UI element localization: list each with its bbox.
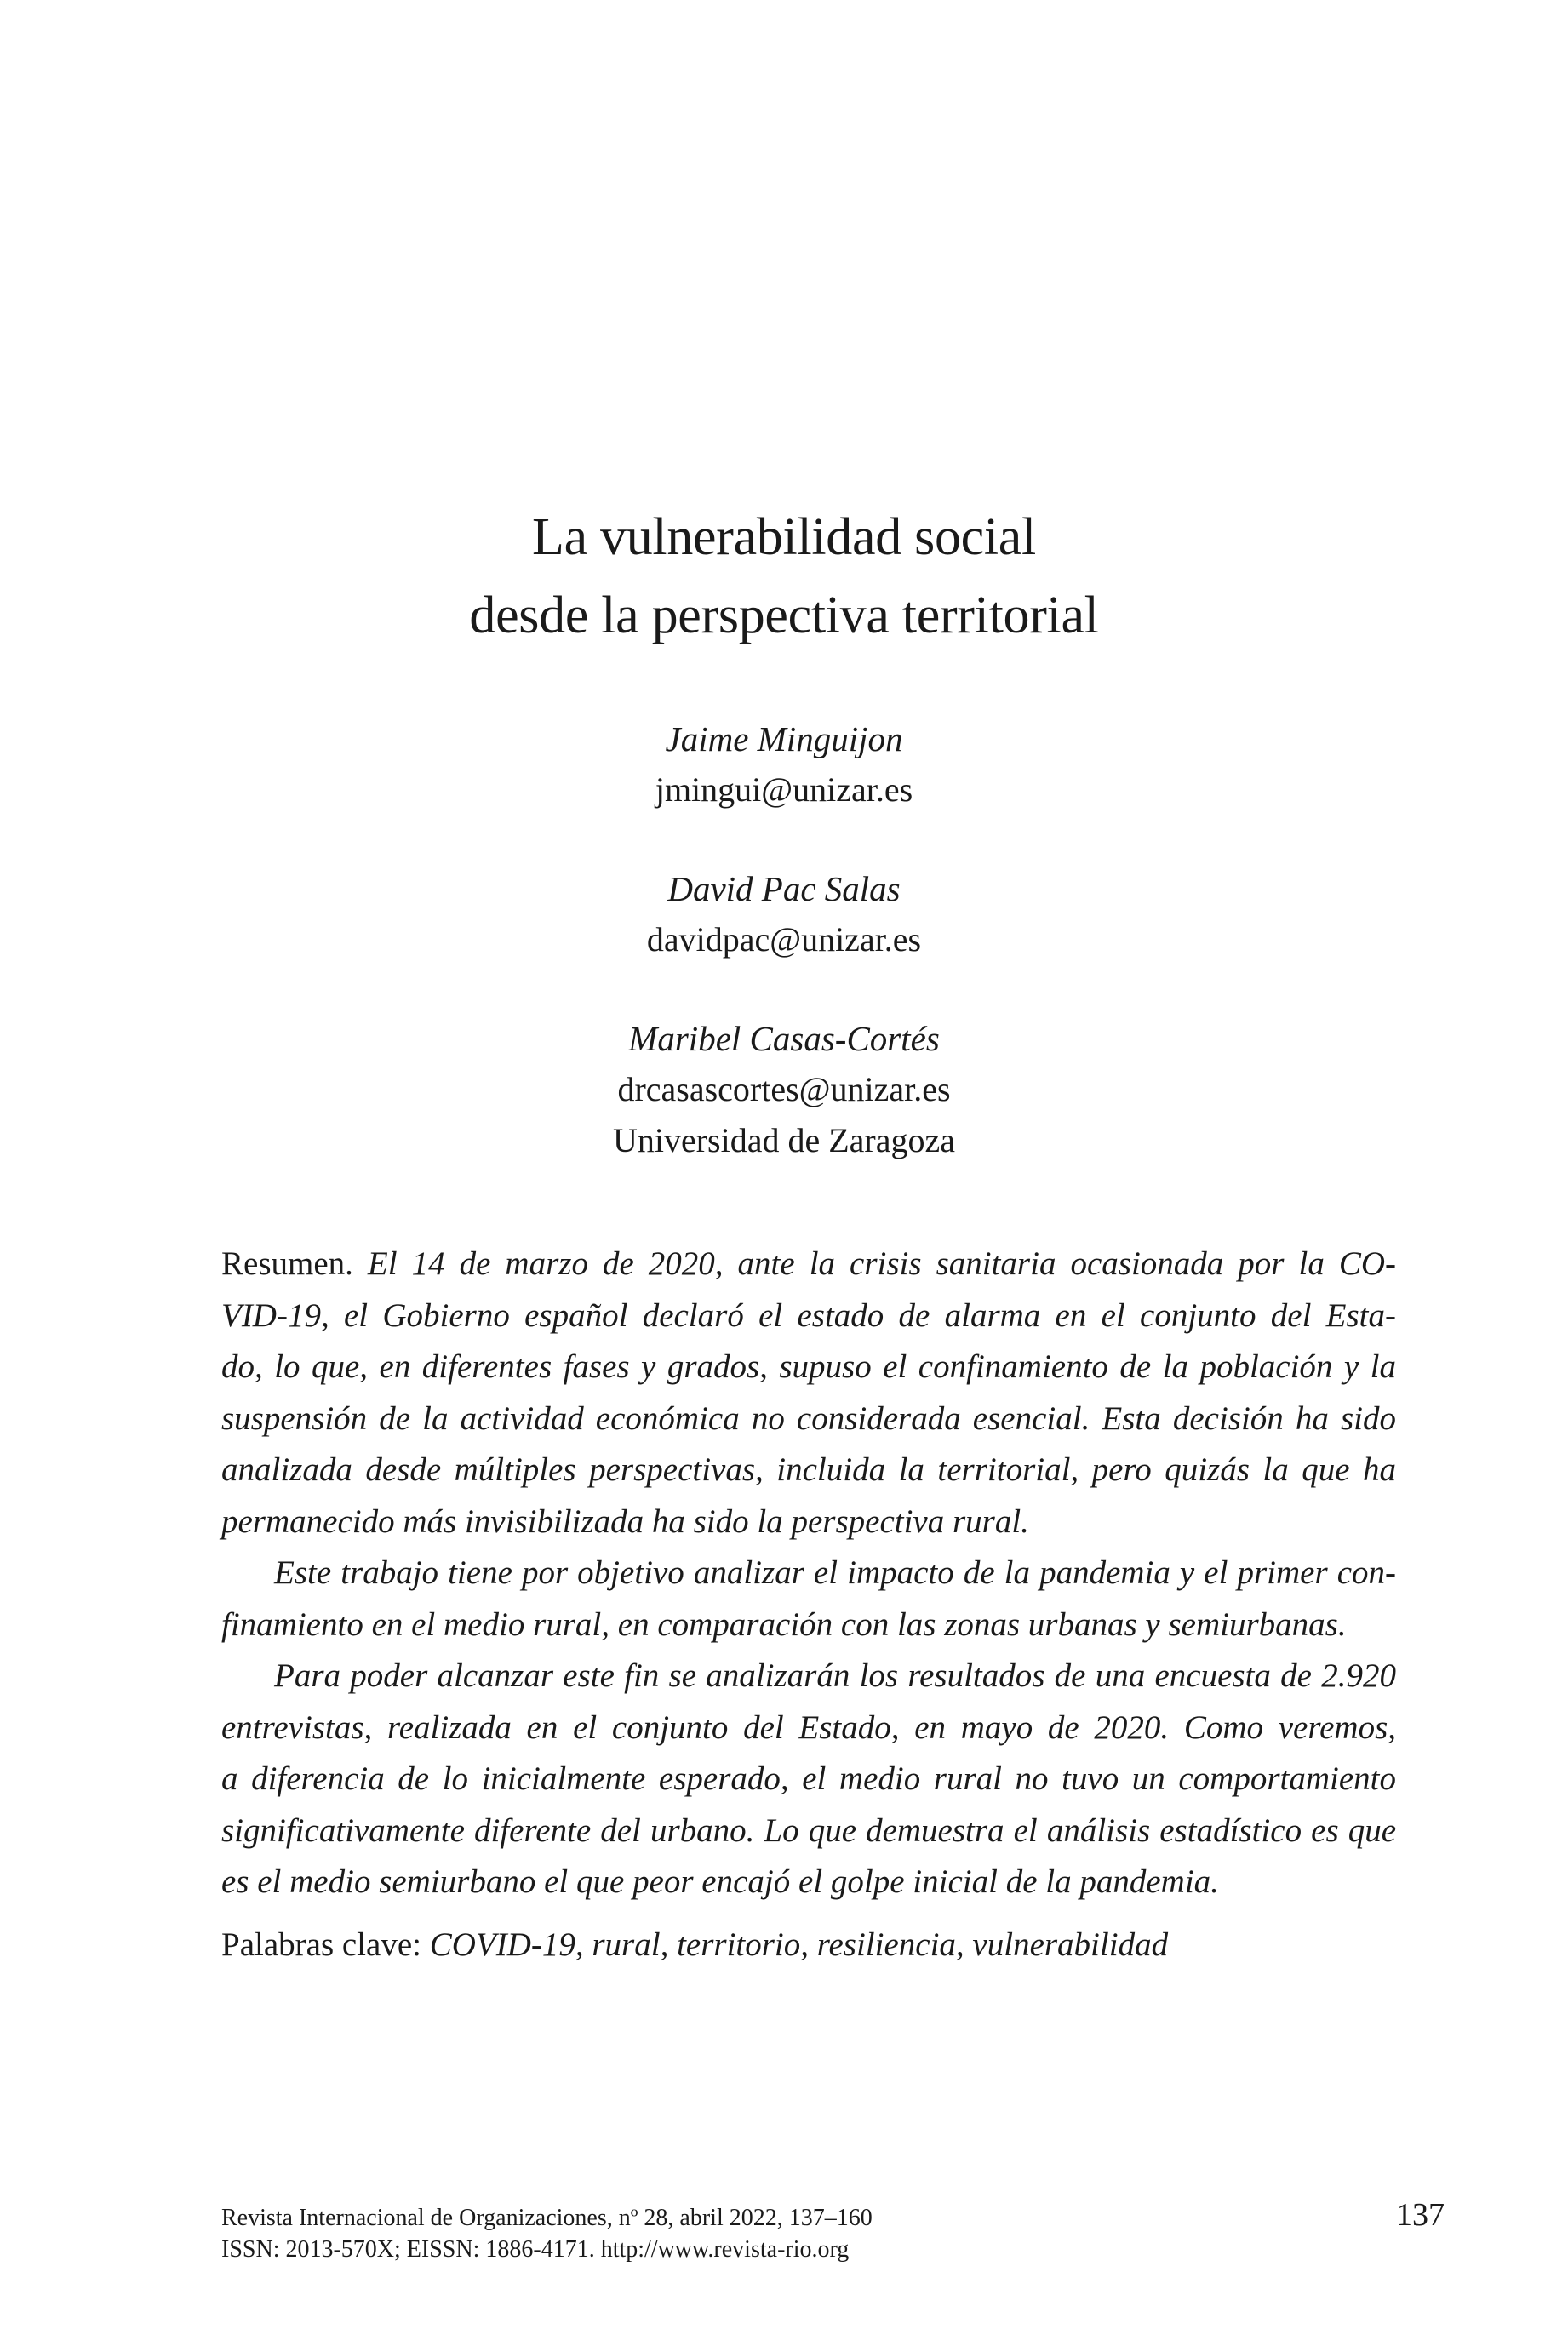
abstract-line: permanecido más invisibilizada ha sido la perspectiva rural.: [221, 1502, 1029, 1540]
author-name: David Pac Salas: [667, 869, 901, 908]
keywords: [221, 1920, 1168, 1971]
abstract-line: VID-19, el Gobierno español declaró el estado de alarma en el conjunto del Esta-: [221, 1296, 1396, 1334]
author: [0, 713, 1568, 815]
abstract-line: do, lo que, en diferentes fases y grados, supuso el confinamiento de la población y la: [221, 1348, 1396, 1385]
abstract-line: Para poder alcanzar este fin se analizarán los resultados de una encuesta de 2.920: [274, 1657, 1396, 1694]
keywords-label: Palabras clave:: [221, 1926, 430, 1963]
author-email: davidpac@unizar.es: [646, 920, 922, 959]
abstract-label: Resumen.: [221, 1245, 353, 1282]
keywords-values: COVID-19, rural, territorio, resiliencia, vulnerabilidad: [429, 1926, 1169, 1963]
author-email: drcasascortes@unizar.es: [617, 1070, 951, 1108]
title-line-1: La vulnerabilidad social: [532, 508, 1036, 566]
abstract-line: suspensión de la actividad económica no considerada esencial. Esta decisión ha sido: [221, 1399, 1396, 1437]
abstract: [221, 1239, 1396, 1908]
author: [0, 863, 1568, 965]
affiliation: Universidad de Zaragoza: [612, 1121, 956, 1159]
abstract-line: es el medio semiurbano el que peor encajó el golpe inicial de la pandemia.: [221, 1863, 1219, 1900]
abstract-line: Este trabajo tiene por objetivo analizar el impacto de la pandemia y el primer con-: [274, 1554, 1396, 1591]
abstract-line: significativamente diferente del urbano. Lo que demuestra el análisis estadístico es que: [221, 1811, 1396, 1849]
abstract-line: entrevistas, realizada en el conjunto del Estado, en mayo de 2020. Como veremos,: [221, 1708, 1396, 1746]
issn-line: ISSN: 2013-570X; EISSN: 1886-4171. http://www.revista-rio.org: [221, 2236, 850, 2263]
abstract-line: [221, 1239, 1396, 1290]
abstract-text: El 14 de marzo de 2020, ante la crisis sanitaria ocasionada por la CO-: [352, 1245, 1396, 1282]
page-footer: [221, 2202, 873, 2265]
journal-citation: Revista Internacional de Organizaciones, nº 28, abril 2022, 137–160: [221, 2205, 873, 2231]
author: [0, 1013, 1568, 1166]
page-number: 137: [1396, 2197, 1445, 2233]
abstract-line: a diferencia de lo inicialmente esperado, el medio rural no tuvo un comportamiento: [221, 1760, 1396, 1797]
title-line-2: desde la perspectiva territorial: [469, 587, 1099, 644]
abstract-line: analizada desde múltiples perspectivas, incluida la territorial, pero quizás la que ha: [221, 1451, 1396, 1488]
author-name: Jaime Minguijon: [665, 719, 903, 758]
author-name: Maribel Casas-Cortés: [628, 1019, 940, 1058]
author-block: [0, 713, 1568, 1166]
article-title: [0, 498, 1568, 655]
abstract-line: finamiento en el medio rural, en comparación con las zonas urbanas y semiurbanas.: [221, 1605, 1347, 1643]
author-email: jmingui@unizar.es: [655, 770, 913, 809]
